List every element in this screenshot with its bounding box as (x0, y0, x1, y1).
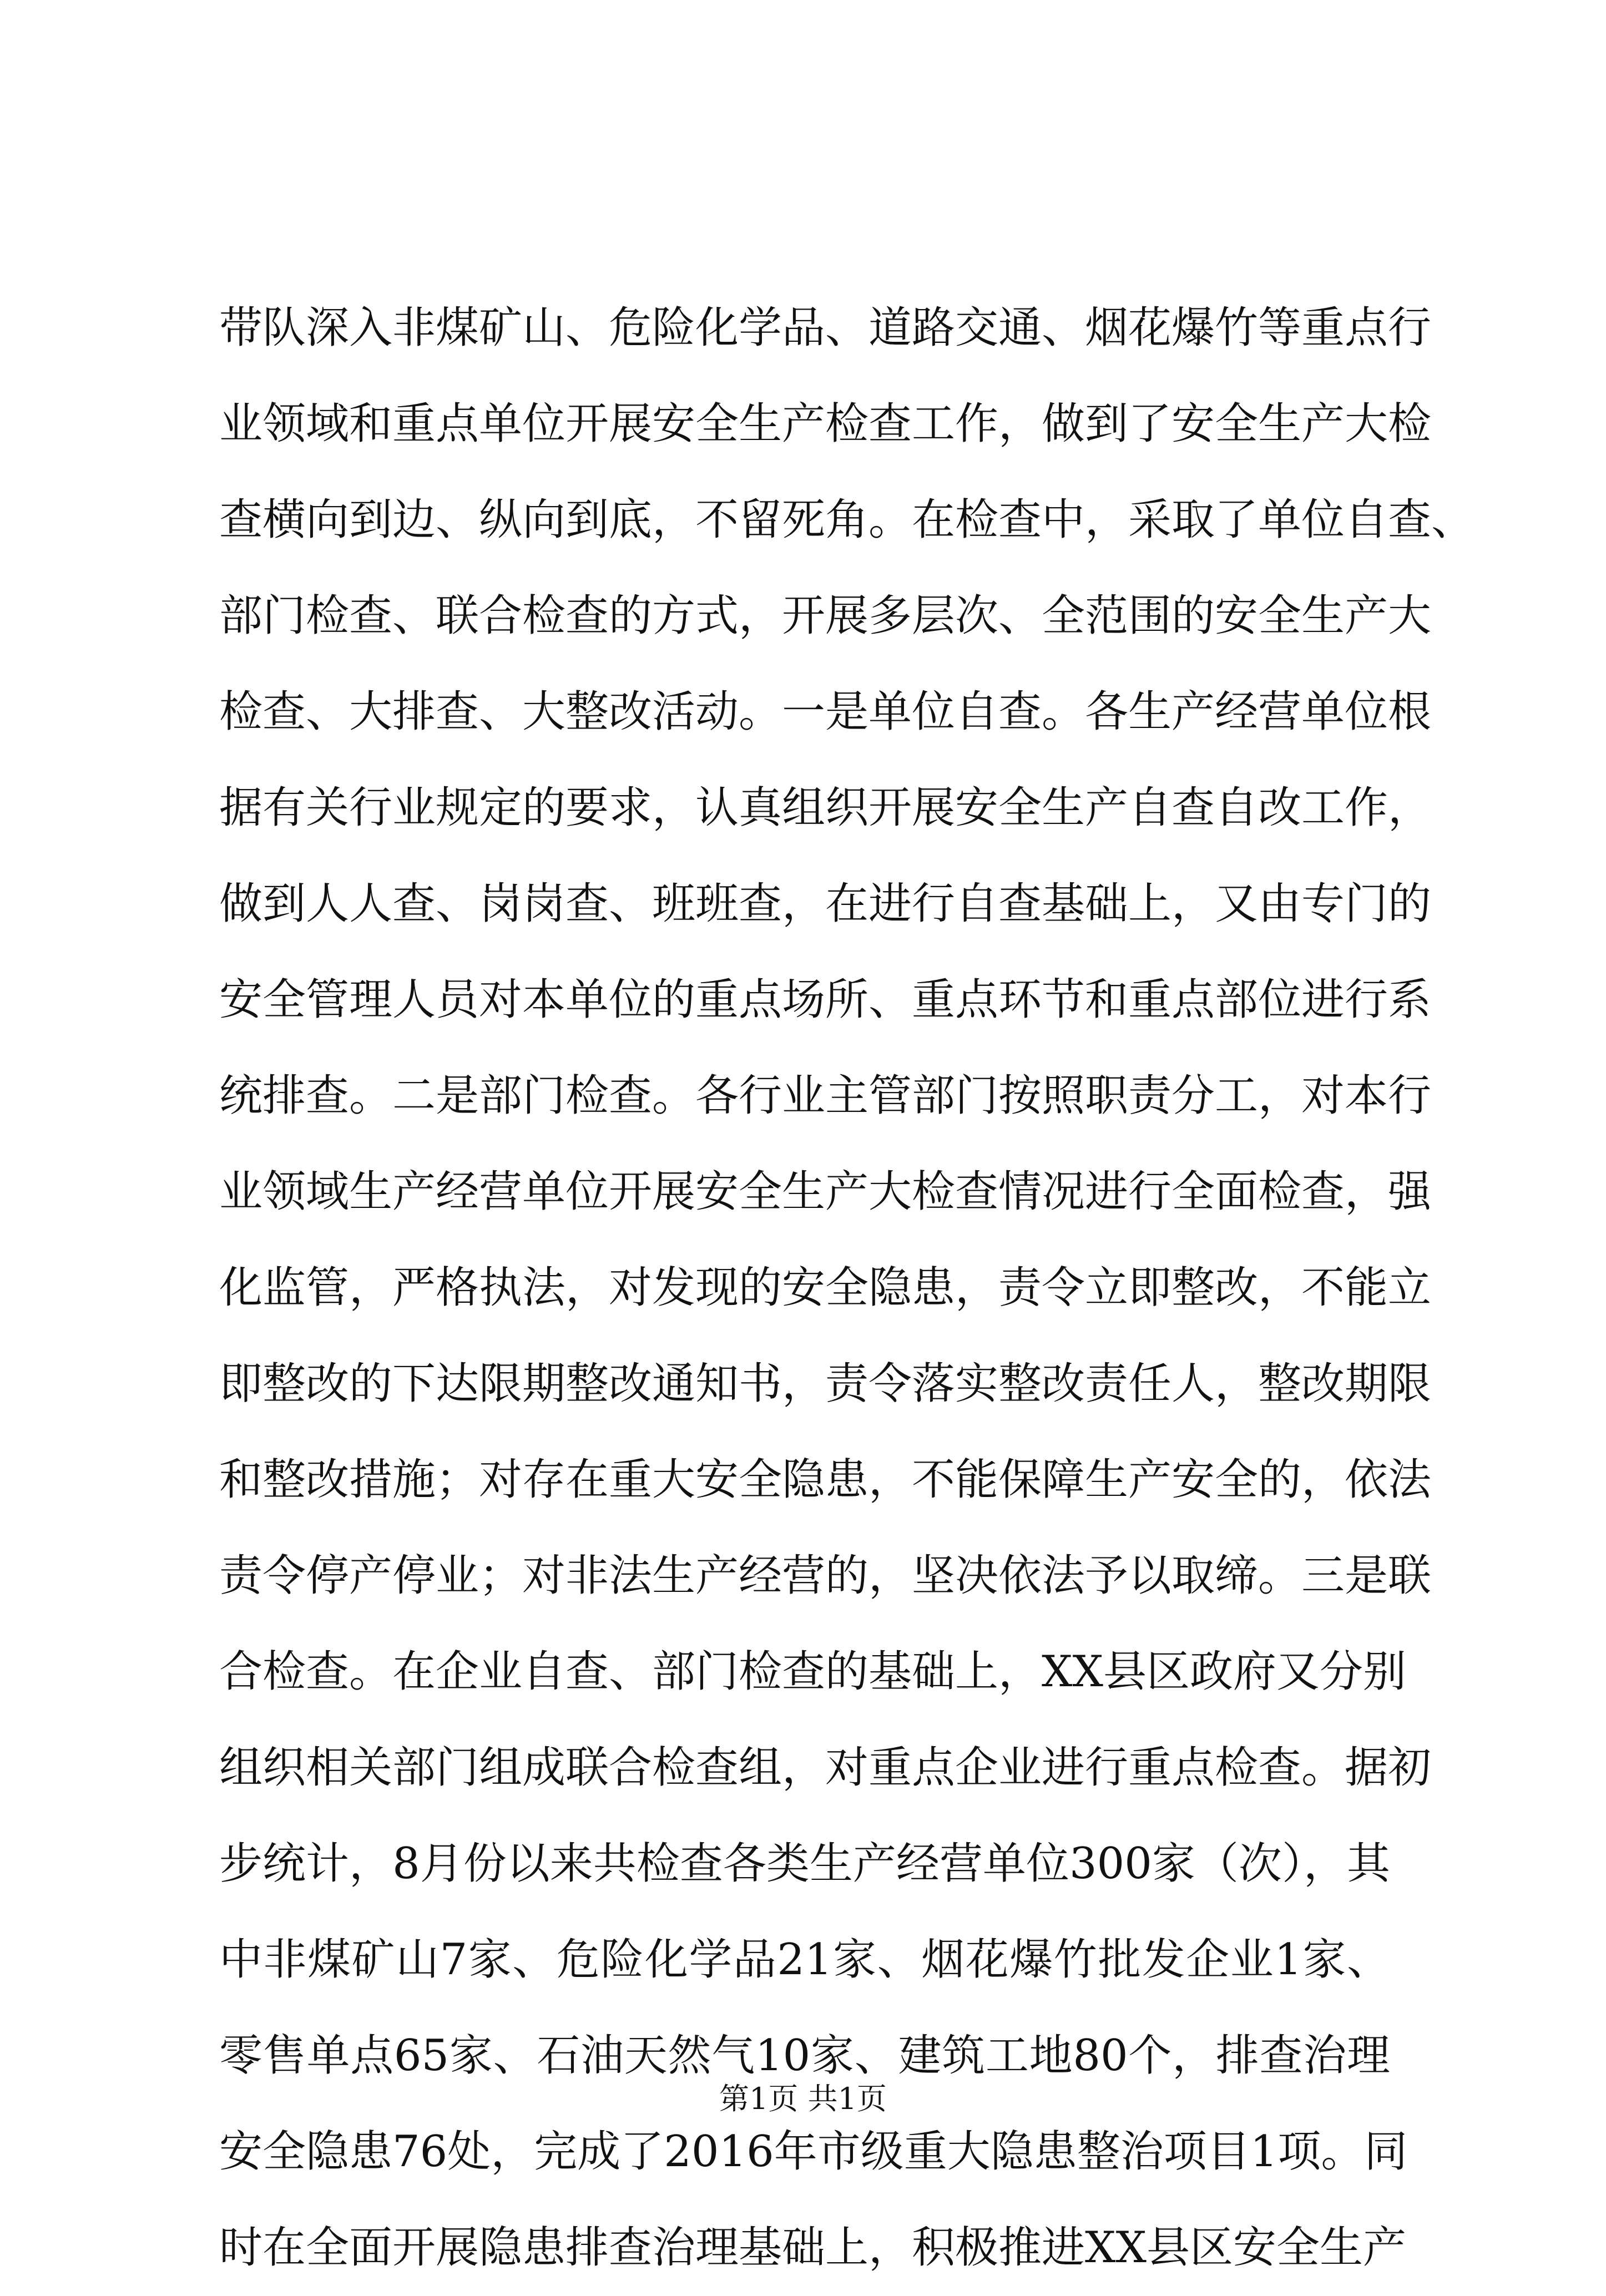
text-line: 和整改措施；对存在重大安全隐患，不能保障生产安全的，依法 (219, 1455, 1432, 1505)
text-line: 带队深入非煤矿山、危险化学品、道路交通、烟花爆竹等重点行 (219, 303, 1432, 353)
text-line: 组织相关部门组成联合检查组，对重点企业进行重点检查。据初 (219, 1743, 1432, 1793)
text-line: 化监管，严格执法，对发现的安全隐患，责令立即整改，不能立 (219, 1263, 1432, 1313)
text-line: 零售单点65家、石油天然气10家、建筑工地80个，排查治理 (219, 2031, 1390, 2081)
text-line: 部门检查、联合检查的方式，开展多层次、全范围的安全生产大 (219, 591, 1432, 641)
text-line: 时在全面开展隐患排查治理基础上，积极推进XX县区安全生产 (219, 2223, 1407, 2273)
text-line: 安全管理人员对本单位的重点场所、重点环节和重点部位进行系 (219, 975, 1432, 1025)
text-line: 责令停产停业；对非法生产经营的，坚决依法予以取缔。三是联 (219, 1551, 1432, 1601)
text-line: 即整改的下达限期整改通知书，责令落实整改责任人，整改期限 (219, 1359, 1432, 1409)
text-line: 统排查。二是部门检查。各行业主管部门按照职责分工，对本行 (219, 1071, 1432, 1121)
text-line: 中非煤矿山7家、危险化学品21家、烟花爆竹批发企业1家、 (219, 1935, 1390, 1985)
text-line: 查横向到边、纵向到底，不留死角。在检查中，采取了单位自查、 (219, 495, 1475, 545)
text-line: 检查、大排查、大整改活动。一是单位自查。各生产经营单位根 (219, 687, 1432, 737)
text-line: 业领域生产经营单位开展安全生产大检查情况进行全面检查，强 (219, 1167, 1432, 1217)
text-line: 安全隐患76处，完成了2016年市级重大隐患整治项目1项。同 (219, 2127, 1408, 2177)
text-line: 据有关行业规定的要求，认真组织开展安全生产自查自改工作， (219, 783, 1432, 833)
text-line: 合检查。在企业自查、部门检查的基础上，XX县区政府又分别 (219, 1647, 1407, 1697)
page-number-footer: 第1页 共1页 (719, 2081, 887, 2116)
document-body (219, 280, 1475, 2296)
text-line: 做到人人查、岗岗查、班班查，在进行自查基础上，又由专门的 (219, 879, 1432, 929)
text-line: 步统计，8月份以来共检查各类生产经营单位300家（次），其 (219, 1839, 1390, 1889)
text-line: 业领域和重点单位开展安全生产检查工作，做到了安全生产大检 (219, 399, 1432, 449)
